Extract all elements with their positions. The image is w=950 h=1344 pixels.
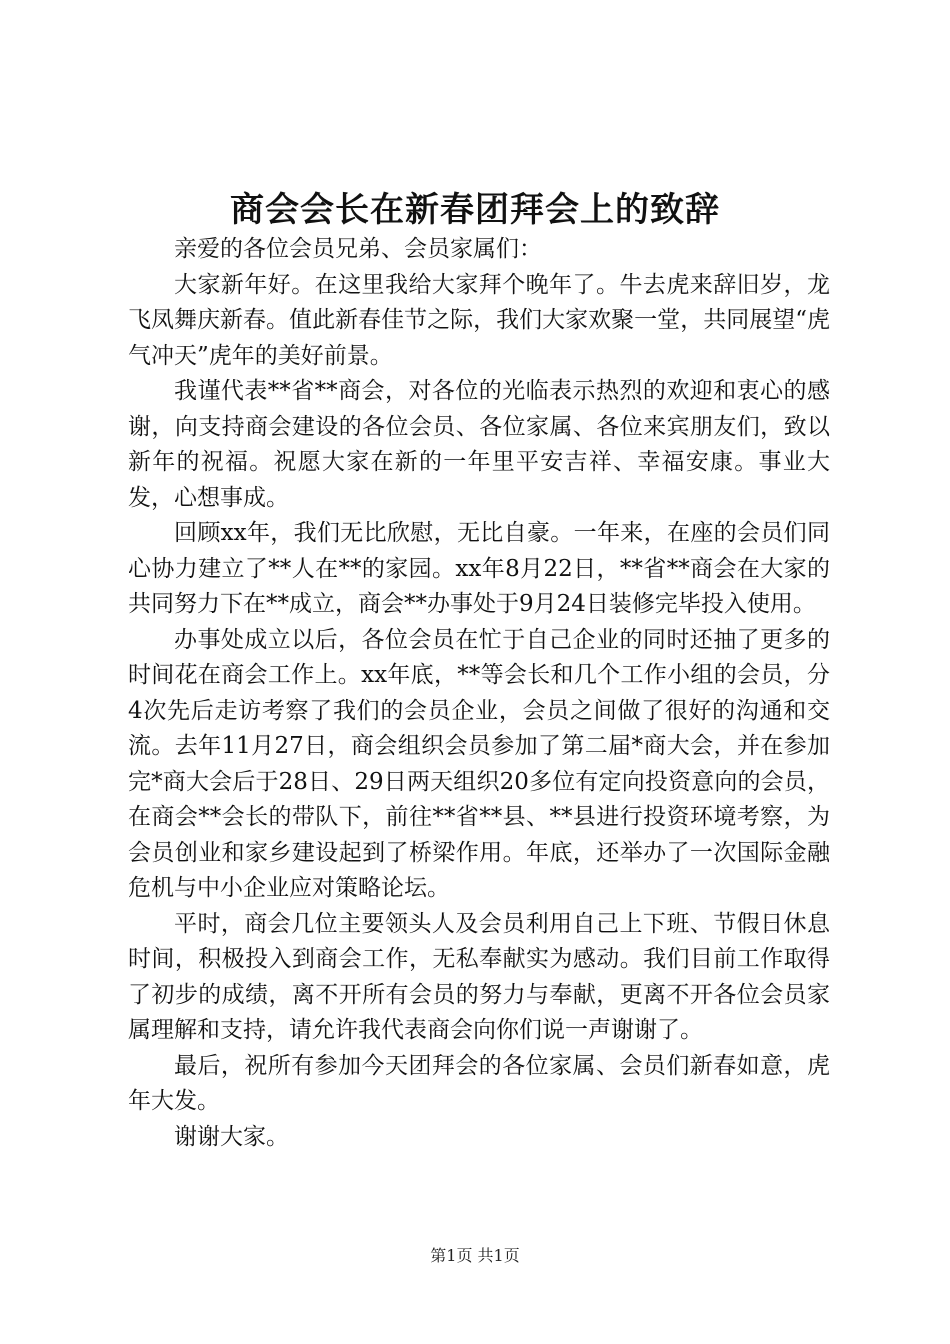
paragraph-activities: 办事处成立以后，各位会员在忙于自己企业的同时还抽了更多的时间花在商会工作上。xx年底，**等会长和几个工作小组的会员，分4次先后走访考察了我们的会员企业，会员之间做了很好的沟通和交流。去年11月27日，商会组织会员参加了第二届*商大会，并在参加完*商大会后于28日、29日两天组织20多位有定向投资意向的会员，在商会**会长的带队下，前往**省**县、**县进行投资环境考察，为会员创业和家乡建设起到了桥梁作用。年底，还举办了一次国际金融危机与中小企业应对策略论坛。	[128, 626, 830, 901]
paragraph-review: 回顾xx年，我们无比欣慰，无比自豪。一年来，在座的会员们同心协力建立了**人在**的家园。xx年8月22日，**省**商会在大家的共同努力下在**成立，商会**办事处于9月24日装修完毕投入使用。	[128, 520, 830, 617]
page-number: 第1页 共1页	[430, 1246, 520, 1265]
paragraph-wishes: 最后，祝所有参加今天团拜会的各位家属、会员们新春如意，虎年大发。	[128, 1052, 830, 1114]
paragraph-thanks: 我谨代表**省**商会，对各位的光临表示热烈的欢迎和衷心的感谢，向支持商会建设的各位会员、各位家属、各位来宾朋友们，致以新年的祝福。祝愿大家在新的一年里平安吉祥、幸福安康。事业大发，心想事成。	[128, 378, 830, 511]
paragraph-greeting: 大家新年好。在这里我给大家拜个晚年了。牛去虎来辞旧岁，龙飞凤舞庆新春。值此新春佳节之际，我们大家欢聚一堂，共同展望“虎气冲天”虎年的美好前景。	[128, 271, 830, 369]
document-title: 商会会长在新春团拜会上的致辞	[230, 190, 720, 230]
paragraph-appreciation: 平时，商会几位主要领头人及会员利用自己上下班、节假日休息时间，积极投入到商会工作，无私奉献实为感动。我们目前工作取得了初步的成绩，离不开所有会员的努力与奉献，更离不开各位会员家属理解和支持，请允许我代表商会向你们说一声谢谢了。	[128, 910, 830, 1043]
paragraph-salutation: 亲爱的各位会员兄弟、会员家属们：	[174, 236, 542, 262]
document-body	[128, 232, 830, 1155]
paragraph-closing: 谢谢大家。	[174, 1123, 289, 1150]
